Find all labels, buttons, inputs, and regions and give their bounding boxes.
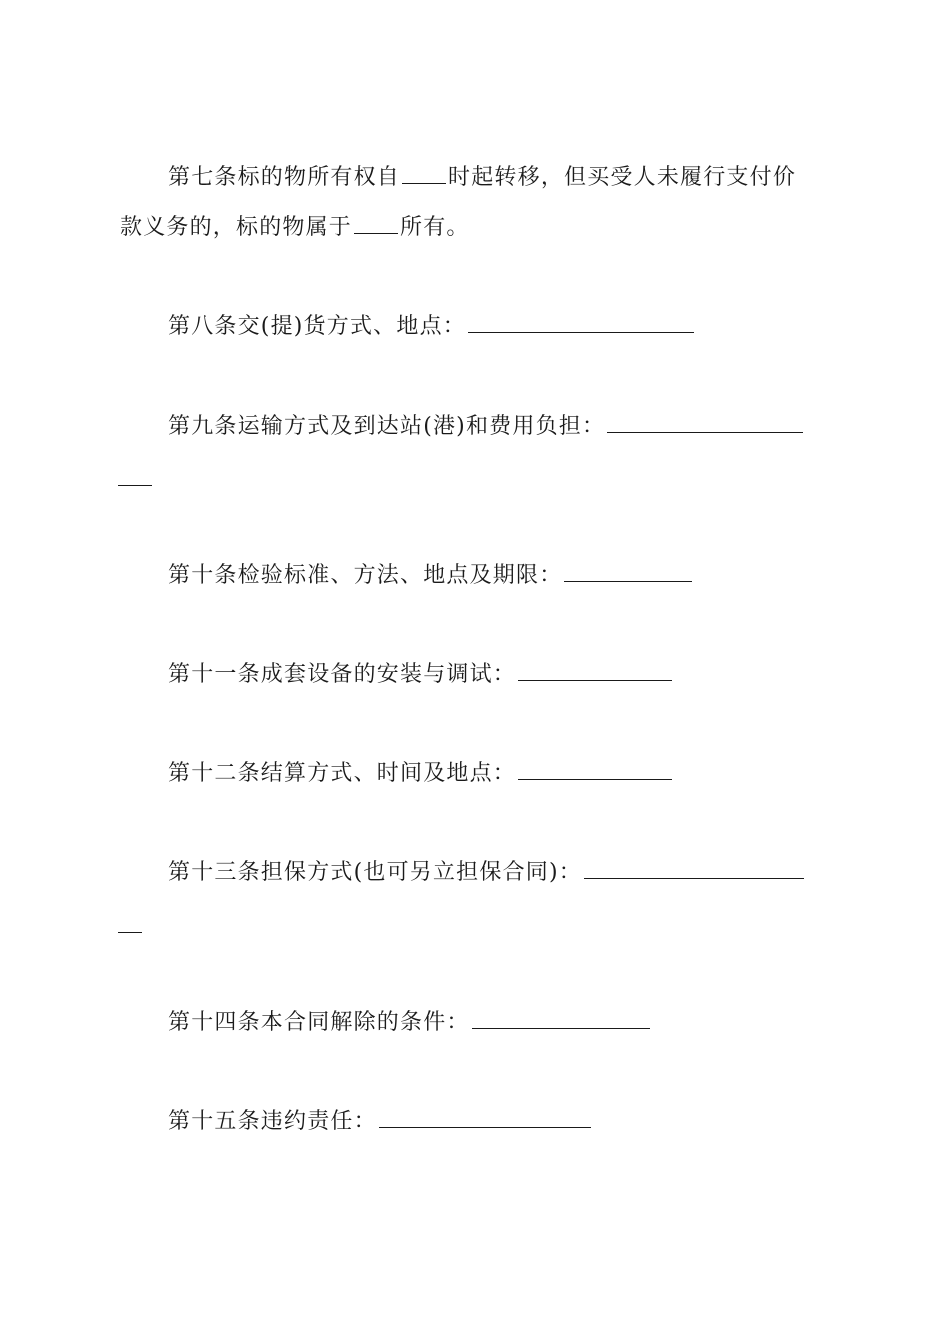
clause-15-text: 第十五条违约责任： xyxy=(168,1109,377,1134)
clause-9-blank xyxy=(607,410,803,433)
clause-9-blank-continuation xyxy=(118,484,152,486)
clause-13-blank xyxy=(584,856,804,879)
clause-7-line-1 xyxy=(120,153,832,203)
clause-11-text: 第十一条成套设备的安装与调试： xyxy=(168,662,517,687)
clause-15 xyxy=(120,1097,832,1147)
clause-10 xyxy=(120,551,832,601)
clause-9 xyxy=(120,402,832,452)
clause-7-text-a: 第七条标的物所有权自 xyxy=(168,165,401,190)
clause-12 xyxy=(120,749,832,799)
clause-7-line-2 xyxy=(120,203,832,253)
clause-7-text-c: 款义务的，标的物属于 xyxy=(120,215,353,240)
clause-10-blank xyxy=(564,559,692,582)
clause-9-text: 第九条运输方式及到达站(港)和费用负担： xyxy=(168,414,606,439)
clause-12-blank xyxy=(518,757,672,780)
clause-10-text: 第十条检验标准、方法、地点及期限： xyxy=(168,563,563,588)
clause-15-blank xyxy=(379,1105,591,1128)
clause-14-blank xyxy=(472,1006,650,1029)
clause-13-blank-continuation xyxy=(118,931,142,933)
clause-14 xyxy=(120,998,832,1048)
clause-7-text-b: 时起转移，但买受人未履行支付价 xyxy=(448,165,797,190)
clause-8 xyxy=(120,302,832,352)
clause-12-text: 第十二条结算方式、时间及地点： xyxy=(168,761,517,786)
clause-7-blank-1 xyxy=(402,161,446,184)
clause-11 xyxy=(120,650,832,700)
clause-8-blank xyxy=(468,310,694,333)
clause-8-text: 第八条交(提)货方式、地点： xyxy=(168,314,466,339)
clause-11-blank xyxy=(518,658,672,681)
clause-13-text: 第十三条担保方式(也可另立担保合同)： xyxy=(168,860,582,885)
clause-13 xyxy=(120,848,832,898)
clause-14-text: 第十四条本合同解除的条件： xyxy=(168,1010,470,1035)
clause-7-blank-2 xyxy=(354,211,398,234)
clause-7-text-d: 所有。 xyxy=(400,215,470,240)
